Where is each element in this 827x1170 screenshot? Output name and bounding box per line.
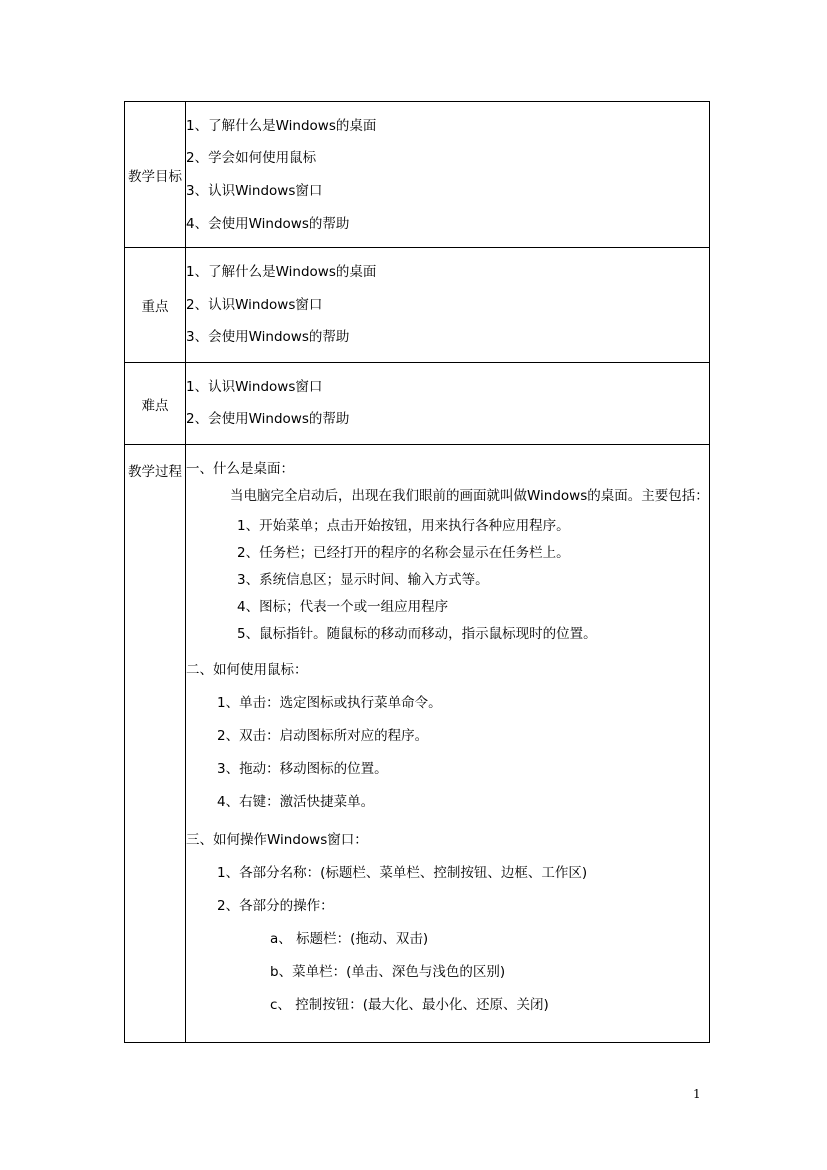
difficulties-content-cell: [186, 363, 710, 445]
section-heading: 一、什么是桌面：: [186, 461, 294, 477]
objective-item: 4、会使用Windows的帮助: [186, 216, 350, 232]
objectives-label: 教学目标: [128, 168, 182, 185]
difficulties-row: [125, 363, 710, 445]
objectives-row: [125, 102, 710, 248]
list-item: 2、双击：启动图标所对应的程序。: [217, 728, 429, 744]
key-point-item: 2、认识Windows窗口: [186, 297, 323, 313]
objectives-content-cell: [186, 102, 710, 248]
sub-list-item: c、 控制按钮：(最大化、最小化、还原、关闭): [270, 997, 549, 1013]
key-points-label-cell: [125, 248, 186, 363]
list-item: 1、开始菜单；点击开始按钮，用来执行各种应用程序。: [237, 518, 570, 534]
list-item: 2、各部分的操作：: [217, 898, 334, 914]
difficulties-label-cell: [125, 363, 186, 445]
lesson-plan-table: [124, 101, 710, 1043]
objective-item: 2、学会如何使用鼠标: [186, 150, 317, 166]
process-label-cell: [125, 445, 186, 1043]
sub-list-item: b、菜单栏：(单击、深色与浅色的区别): [270, 964, 506, 980]
key-point-item: 1、了解什么是Windows的桌面: [186, 264, 377, 280]
list-item: 4、右键：激活快捷菜单。: [217, 794, 375, 810]
list-item: 3、系统信息区；显示时间、输入方式等。: [237, 572, 489, 588]
key-points-label: 重点: [141, 299, 169, 315]
page-number: 1: [693, 1087, 701, 1101]
list-item: 5、鼠标指针。随鼠标的移动而移动，指示鼠标现时的位置。: [237, 626, 597, 642]
list-item: 4、图标；代表一个或一组应用程序: [237, 599, 449, 615]
difficulties-label: 难点: [141, 397, 169, 414]
process-content-cell: [186, 445, 710, 1043]
difficulty-item: 1、认识Windows窗口: [186, 379, 323, 395]
sub-list-item: a、 标题栏：(拖动、双击): [270, 931, 429, 947]
difficulty-item: 2、会使用Windows的帮助: [186, 411, 350, 427]
list-item: 3、拖动：移动图标的位置。: [217, 761, 388, 777]
process-label: 教学过程: [128, 464, 182, 480]
objective-item: 3、认识Windows窗口: [186, 183, 323, 199]
key-points-row: [125, 248, 710, 363]
list-item: 1、各部分名称：(标题栏、菜单栏、控制按钮、边框、工作区): [217, 865, 588, 881]
key-point-item: 3、会使用Windows的帮助: [186, 329, 350, 345]
process-row: [125, 445, 710, 1043]
objective-item: 1、了解什么是Windows的桌面: [186, 118, 377, 134]
section-heading: 二、如何使用鼠标：: [186, 662, 308, 678]
section-paragraph: 当电脑完全启动后，出现在我们眼前的画面就叫做Windows的桌面。主要包括：: [230, 488, 709, 504]
key-points-content-cell: [186, 248, 710, 363]
list-item: 2、任务栏；已经打开的程序的名称会显示在任务栏上。: [237, 545, 570, 561]
section-heading: 三、如何操作Windows窗口：: [186, 832, 368, 848]
list-item: 1、单击：选定图标或执行菜单命令。: [217, 695, 442, 711]
objectives-label-cell: [125, 102, 186, 248]
